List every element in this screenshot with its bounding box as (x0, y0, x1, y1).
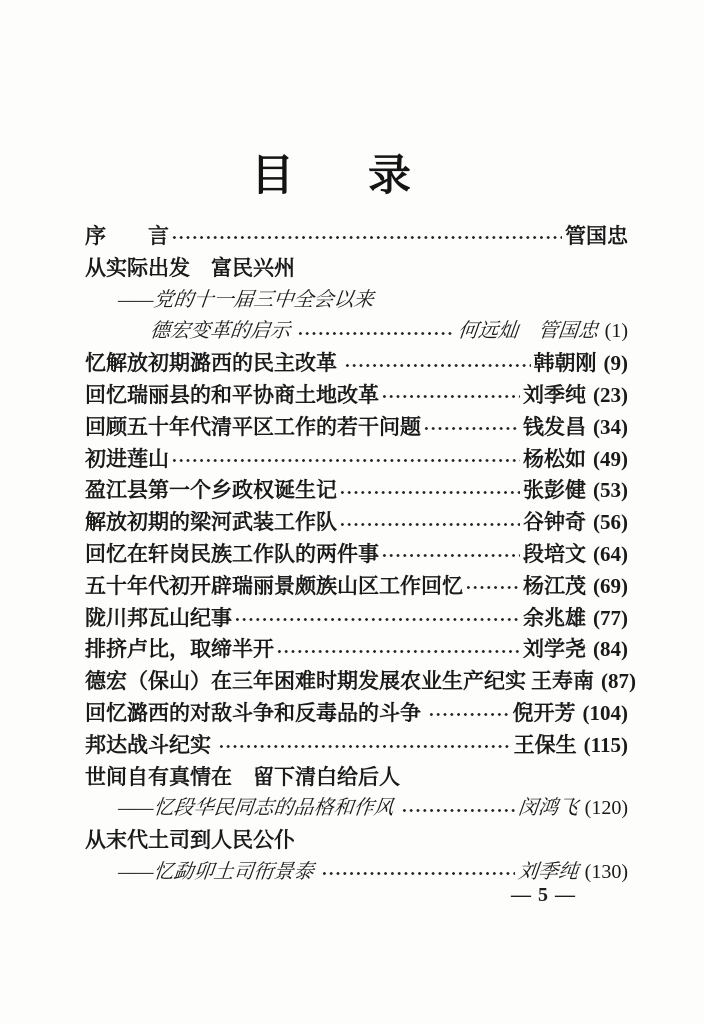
toc-entry-author: 杨江茂 (523, 573, 586, 598)
toc-entry-author: 刘季纯 (523, 382, 586, 407)
toc-entry-page: (23) (593, 382, 628, 407)
toc-entry-title: 忆解放初期潞西的民主改革 (85, 351, 343, 376)
toc-entry-title: 世间自有真情在 留下清白给后人 (85, 764, 400, 789)
toc-entry (85, 285, 628, 317)
toc-entry-title: 解放初期的梁河武装工作队 (85, 510, 337, 535)
toc-entry-author: 段培文 (523, 541, 586, 566)
toc-entry-author: 倪开芳 (512, 700, 576, 725)
toc-entry-page: (9) (603, 351, 628, 376)
toc-entry-title: 回忆瑞丽县的和平协商土地改革 (85, 382, 379, 407)
toc-entry-page: (115) (583, 732, 628, 757)
toc-entry-author: 韩朝刚 (533, 351, 597, 376)
toc-entry-author: 谷钟奇 (523, 510, 586, 535)
toc-entry (85, 666, 636, 698)
toc-entry (85, 603, 628, 635)
toc-entry-title: 回忆潞西的对敌斗争和反毒品的斗争 (85, 700, 427, 725)
toc-entry-title: 五十年代初开辟瑞丽景颇族山区工作回忆 (85, 573, 463, 598)
toc-entry-author: 余兆雄 (523, 605, 586, 630)
toc-entry (85, 634, 628, 666)
toc-entry-page: (84) (593, 637, 628, 662)
page-title-char-2: 录 (368, 153, 411, 200)
toc-entry-page: (87) (601, 669, 636, 694)
toc-entry (85, 539, 628, 571)
toc-entry (85, 793, 628, 825)
toc-entry-author: 王寿南 (531, 669, 594, 694)
toc-entry (85, 444, 628, 476)
toc-dot-leader (465, 584, 520, 591)
toc-entry (85, 730, 628, 762)
toc-entry-author: 刘季纯 (516, 860, 579, 883)
toc-entry-page: (56) (593, 510, 628, 535)
toc-entry-author: 刘学尧 (523, 637, 586, 662)
toc-entry-page: (130) (584, 860, 628, 883)
toc-dot-leader (401, 807, 515, 814)
toc-entry-author: 闵鸿飞 (516, 797, 579, 820)
toc-entry-title: 从实际出发 富民兴州 (85, 255, 295, 280)
toc-entry (85, 221, 628, 253)
toc-entry (85, 253, 628, 285)
toc-entry (85, 348, 628, 380)
toc-entry-author: 何远灿 管国忠 (456, 320, 599, 343)
toc-entry-title: ——党的十一届三中全会以来 (116, 288, 375, 311)
toc-list (85, 221, 636, 889)
toc-entry-page: (49) (593, 446, 628, 471)
toc-dot-leader (234, 616, 520, 623)
toc-entry-author: 管国忠 (565, 224, 628, 248)
toc-dot-leader (344, 362, 530, 369)
toc-dot-leader (381, 552, 520, 559)
toc-entry-page: (64) (593, 541, 628, 566)
page-number: — 5 — (511, 884, 576, 906)
toc-entry-title: 德宏（保山）在三年困难时期发展农业生产纪实 (85, 669, 526, 694)
toc-entry-page: (69) (593, 573, 628, 598)
toc-entry-title: 回忆在轩岗民族工作队的两件事 (85, 541, 379, 566)
toc-dot-leader (171, 234, 562, 241)
toc-dot-leader (423, 425, 520, 432)
toc-entry-title: 德宏变革的启示 (148, 320, 297, 343)
toc-entry-title: ——忆勐卯土司衎景泰 (116, 860, 320, 883)
toc-dot-leader (381, 393, 520, 400)
toc-entry (85, 507, 628, 539)
toc-entry (85, 316, 628, 348)
toc-entry-page: (1) (604, 320, 628, 343)
toc-entry-page: (77) (593, 605, 628, 630)
toc-entry-title: 陇川邦瓦山纪事 (85, 605, 232, 630)
toc-dot-leader (276, 648, 520, 655)
page-title (0, 142, 704, 203)
toc-entry-page: (104) (582, 700, 628, 725)
toc-entry (85, 412, 628, 444)
toc-entry-title: 初进莲山 (85, 446, 169, 471)
toc-entry-author: 张彭健 (523, 478, 586, 503)
toc-dot-leader (339, 521, 520, 528)
toc-dot-leader (321, 870, 515, 877)
toc-entry (85, 380, 628, 412)
toc-entry (85, 475, 628, 507)
toc-entry-title: 邦达战斗纪实 (85, 732, 217, 757)
toc-entry-title: 盈江县第一个乡政权诞生记 (85, 478, 337, 503)
page-title-char-1: 目 (251, 153, 294, 200)
toc-entry-author: 杨松如 (523, 446, 586, 471)
toc-dot-leader (297, 330, 455, 337)
toc-entry (85, 825, 628, 857)
toc-entry-title: 回顾五十年代清平区工作的若干问题 (85, 414, 421, 439)
toc-entry-page: (53) (593, 478, 628, 503)
toc-entry-author: 钱发昌 (523, 414, 586, 439)
toc-entry (85, 698, 628, 730)
toc-dot-leader (218, 743, 510, 750)
toc-entry-title: 排挤卢比，取缔半开 (85, 637, 274, 662)
toc-entry-title: ——忆段华民同志的品格和作风 (116, 797, 400, 820)
toc-entry (85, 571, 628, 603)
toc-dot-leader (171, 457, 520, 464)
toc-entry-author: 王保生 (513, 732, 577, 757)
page-footer (0, 884, 704, 907)
toc-dot-leader (339, 489, 520, 496)
toc-dot-leader (428, 711, 509, 718)
toc-entry-title: 从末代土司到人民公仆 (85, 828, 295, 853)
toc-entry-page: (34) (593, 414, 628, 439)
toc-entry-title: 序 言 (85, 224, 169, 248)
toc-entry (85, 762, 628, 794)
toc-entry-page: (120) (584, 797, 628, 820)
